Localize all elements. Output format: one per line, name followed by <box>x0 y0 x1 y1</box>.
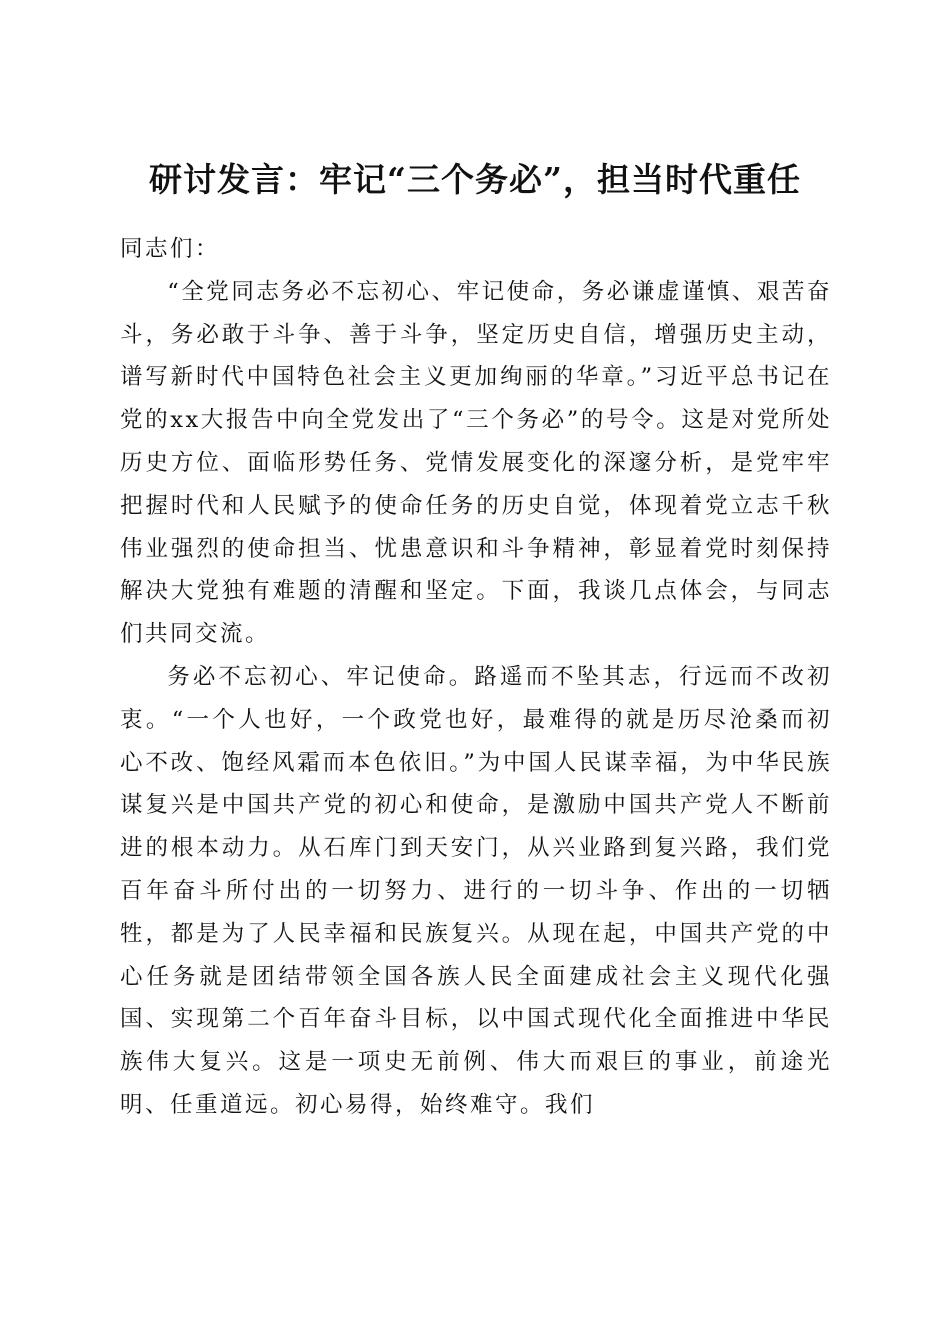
document-title: 研讨发言：牢记“三个务必”，担当时代重任 <box>149 160 801 200</box>
document-body <box>120 228 832 1127</box>
salutation: 同志们： <box>120 236 221 262</box>
paragraph-intro: “全党同志务必不忘初心、牢记使命，务必谦虚谨慎、艰苦奋斗，务必敢于斗争、善于斗争，坚定历史自信，增强历史主动，谱写新时代中国特色社会主义更加绚丽的华章。”习近平总书记在党的xx大报告中向全党发出了“三个务必”的号令。这是对党所处历史方位、面临形势任务、党情发展变化的深邃分析，是党牢牢把握时代和人民赋予的使命任务的历史自觉，体现着党立志千秋伟业强烈的使命担当、忧患意识和斗争精神，彰显着党时刻保持解决大党独有难题的清醒和坚定。下面，我谈几点体会，与同志们共同交流。 <box>120 278 832 648</box>
paragraph-remember-mission: 务必不忘初心、牢记使命。路遥而不坠其志，行远而不改初衷。“一个人也好，一个政党也好，最难得的就是历尽沧桑而初心不改、饱经风霜而本色依旧。”为中国人民谋幸福，为中华民族谋复兴是中国共产党的初心和使命，是激励中国共产党人不断前进的根本动力。从石库门到天安门，从兴业路到复兴路，我们党百年奋斗所付出的一切努力、进行的一切斗争、作出的一切牺牲，都是为了人民幸福和民族复兴。从现在起，中国共产党的中心任务就是团结带领全国各族人民全面建成社会主义现代化强国、实现第二个百年奋斗目标，以中国式现代化全面推进中华民族伟大复兴。这是一项史无前例、伟大而艰巨的事业，前途光明、任重道远。初心易得，始终难守。我们 <box>120 663 832 1118</box>
